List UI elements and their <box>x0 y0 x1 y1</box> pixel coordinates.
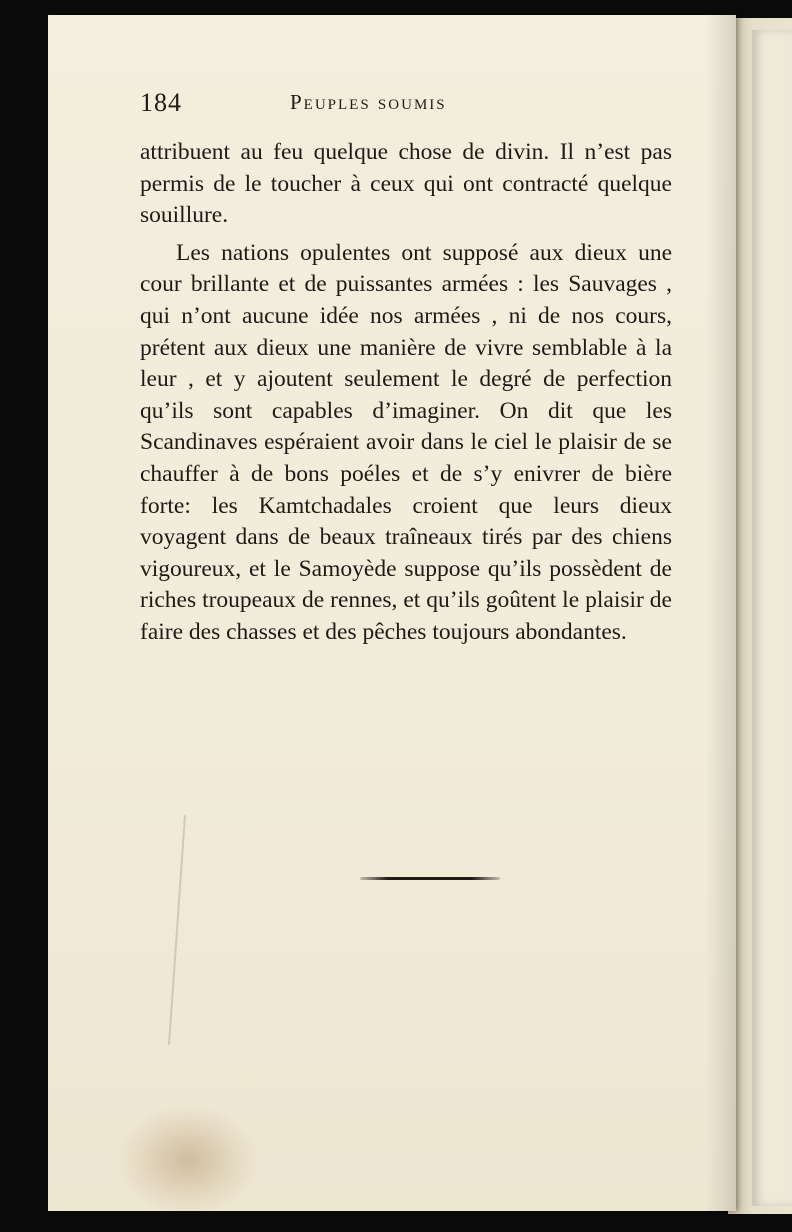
section-end-rule <box>360 877 500 880</box>
page-number: 184 <box>140 88 182 117</box>
spine-shadow <box>706 15 736 1211</box>
page-header <box>140 88 660 118</box>
foxing-stain <box>118 1105 258 1215</box>
paragraph: Les nations opulentes ont supposé aux dieux une cour brillante et de puissantes armées : les Sauvages , qui n’ont aucune idée nos armées , ni de nos cours, prétent aux dieux une manière de vivre semblable à la leur , et y ajoutent seulement le degré de perfection qu’ils sont capables d’imaginer. On dit que les Scandinaves espéraient avoir dans le ciel le plaisir de se chauffer à de bons poéles et de s’y enivrer de bière forte: les Kamtchadales croient que leurs dieux voyagent dans de beaux traîneaux tirés par des chiens vigoureux, et le Samoyède suppose qu’ils possèdent de riches troupeaux de rennes, et qu’ils goûtent le plaisir de faire des chasses et des pêches toujours abondantes. <box>140 239 672 645</box>
body-text <box>140 137 672 655</box>
running-head: Peuples soumis <box>290 90 447 114</box>
paper-crease <box>168 815 186 1045</box>
paragraph: attribuent au feu quelque chose de divin. Il n’est pas permis de le toucher à ceux qui ont contracté quelque souillure. <box>140 139 672 229</box>
next-page-strip <box>752 30 792 1206</box>
